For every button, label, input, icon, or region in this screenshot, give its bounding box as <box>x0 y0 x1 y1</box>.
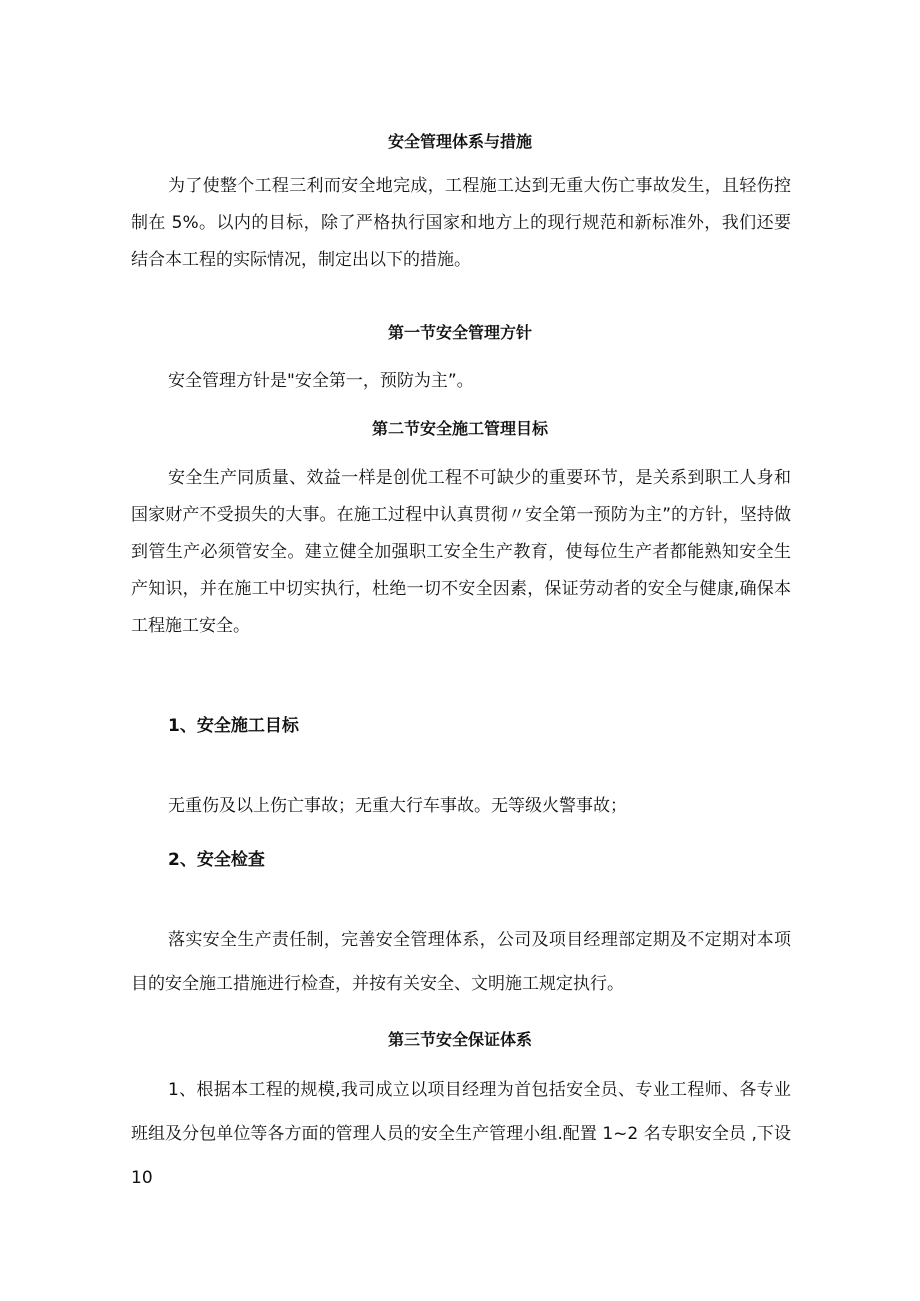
section1-text: 安全管理方针是"安全第一，预防为主”。 <box>168 371 474 391</box>
safety-goal-text: 无重伤及以上伤亡事故；无重大行车事故。无等级火警事故； <box>168 796 627 816</box>
section1-title: 第一节安全管理方针 <box>387 323 532 342</box>
intro-paragraph: 为了使整个工程三利而安全地完成，工程施工达到无重大伤亡事故发生，且轻伤控制在 5%。以内的目标，除了严格执行国家和地方上的现行规范和新标准外，我们还要结合本工程的实际情况，制定出以下的措施。 <box>131 176 791 270</box>
main-title: 安全管理体系与措施 <box>387 132 532 151</box>
section3-paragraph: 1、根据本工程的规模,我司成立以项目经理为首包括安全员、专业工程师、各专业班组及分包单位等各方面的管理人员的安全生产管理小组.配置 1~2 名专职安全员 ,下设 10 <box>131 1080 791 1188</box>
safety-check-heading: 2、安全检查 <box>168 850 265 870</box>
safety-goal-heading: 1、安全施工目标 <box>168 716 299 736</box>
section2-paragraph: 安全生产同质量、效益一样是创优工程不可缺少的重要环节，是关系到职工人身和国家财产不受损失的大事。在施工过程中认真贯彻〃安全第一预防为主”的方针，坚持做到管生产必须管安全。建立健全加强职工安全生产教育，使每位生产者都能熟知安全生产知识，并在施工中切实执行，杜绝一切不安全因素，保证劳动者的安全与健康,确保本工程施工安全。 <box>131 468 791 636</box>
section2-title: 第二节安全施工管理目标 <box>371 419 548 438</box>
section3-title: 第三节安全保证体系 <box>387 1030 532 1049</box>
safety-check-paragraph: 落实安全生产责任制，完善安全管理体系，公司及项目经理部定期及不定期对本项目的安全施工措施进行检查，并按有关安全、文明施工规定执行。 <box>131 930 791 994</box>
